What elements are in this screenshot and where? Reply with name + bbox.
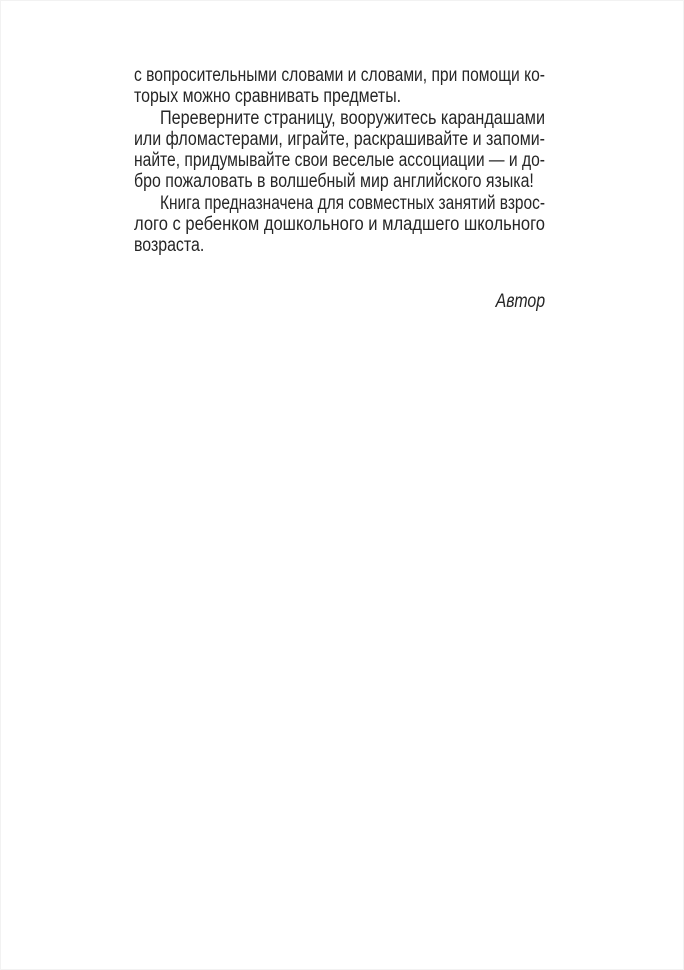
signature — [134, 291, 545, 312]
text-line — [134, 193, 545, 214]
text-line-content: или фломастерами, играйте, раскрашивайте и запоми- — [134, 128, 545, 150]
text-block — [134, 65, 545, 312]
text-line — [134, 65, 545, 86]
text-line — [134, 235, 545, 256]
text-line — [134, 171, 545, 192]
text-line — [134, 129, 545, 150]
text-line-content: Переверните страницу, вооружитесь карандашами — [160, 107, 545, 129]
text-line-content: возраста. — [134, 235, 205, 257]
text-line-content: лого с ребенком дошкольного и младшего школьного — [134, 214, 545, 236]
signature-text: Автор — [495, 290, 545, 312]
text-line — [134, 150, 545, 171]
text-line-content: торых можно сравнивать предметы. — [134, 86, 402, 108]
text-line-content: с вопросительными словами и словами, при помощи ко- — [134, 65, 545, 86]
text-line-content: бро пожаловать в волшебный мир английского языка! — [134, 171, 534, 193]
text-line-content: найте, придумывайте свои веселые ассоциации — и до- — [134, 150, 545, 172]
text-line — [134, 86, 545, 107]
text-line-content: Книга предназначена для совместных занятий взрос- — [160, 192, 545, 214]
text-line — [134, 108, 545, 129]
text-line — [134, 214, 545, 235]
